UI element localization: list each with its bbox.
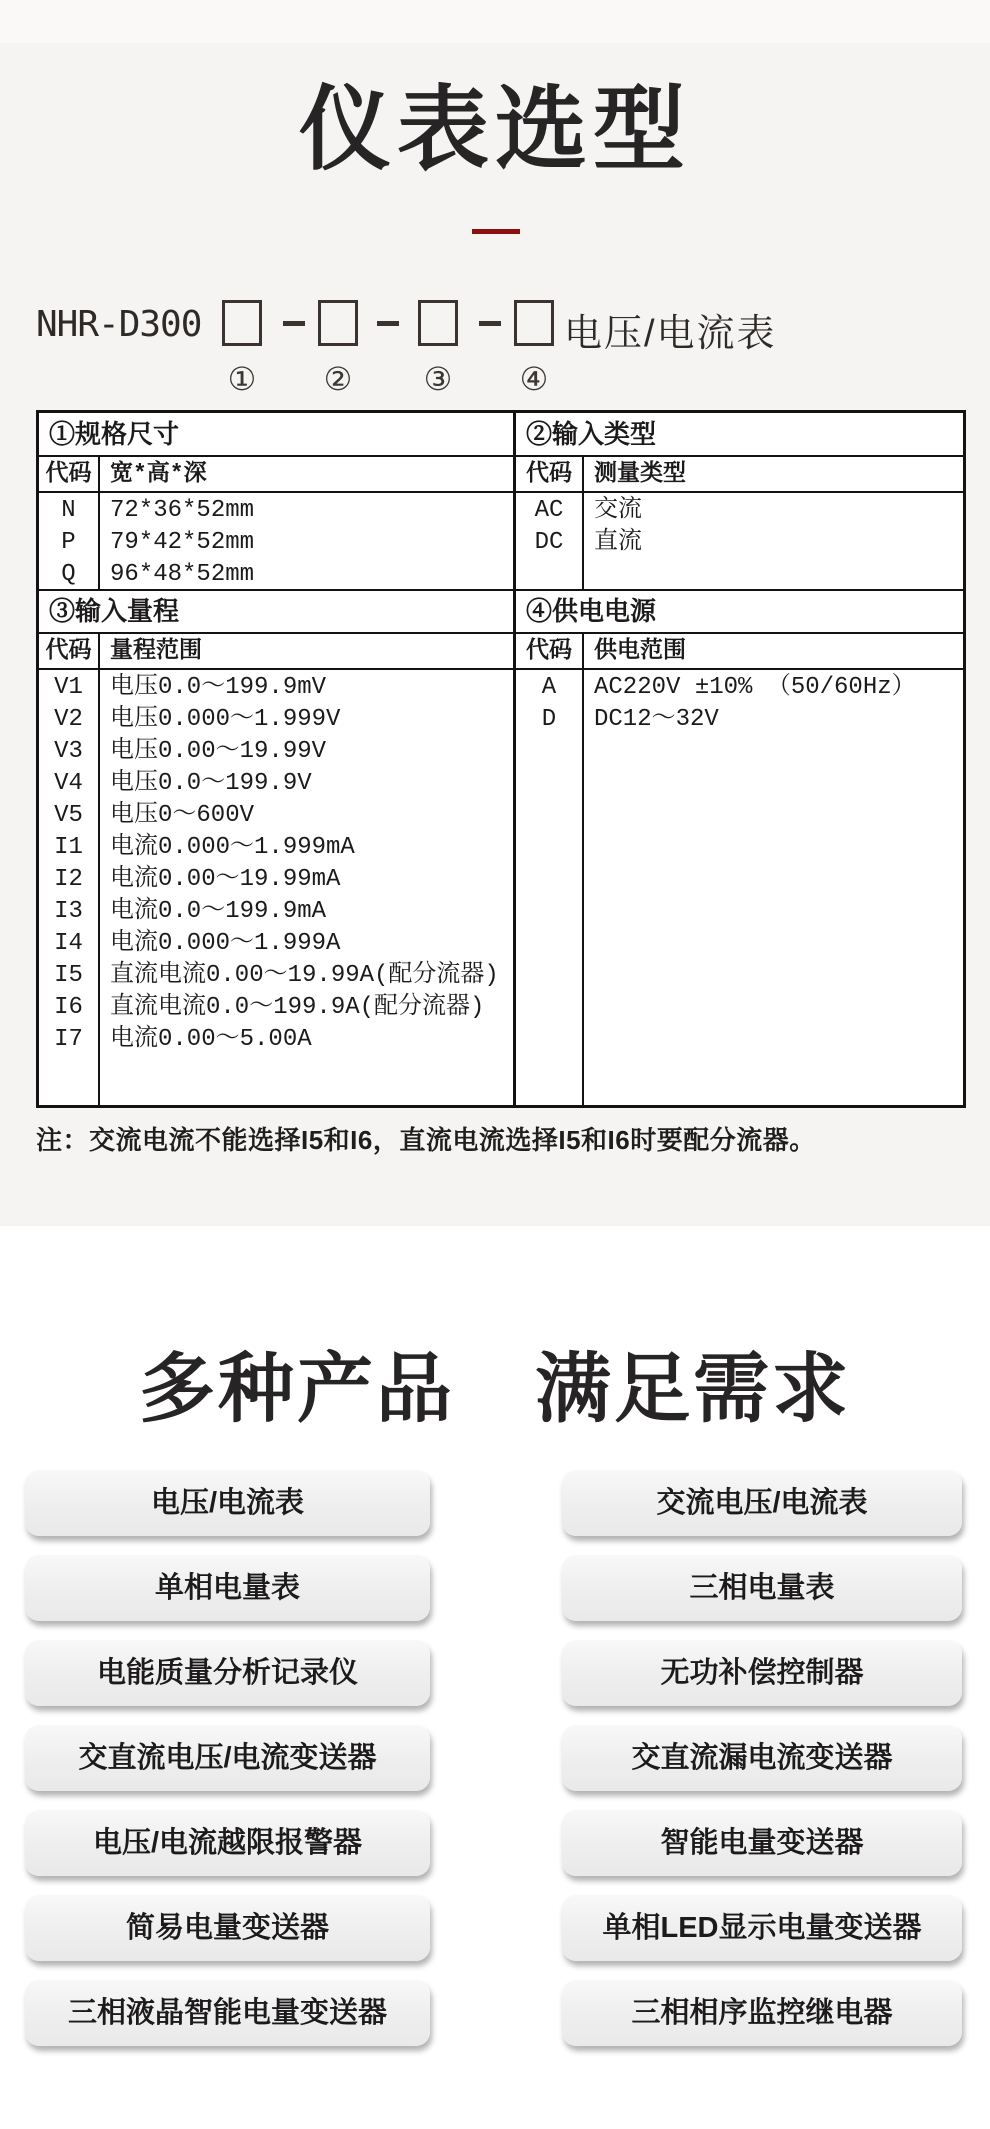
selection-table-right xyxy=(516,413,963,1105)
product-button-ac-voltage-current-meter[interactable]: 交流电压/电流表 xyxy=(562,1470,962,1536)
products-heading xyxy=(0,1328,990,1437)
code-cell: I1 xyxy=(54,834,83,861)
desc-cell: DC12～32V xyxy=(594,706,719,733)
marker-4: ④ xyxy=(519,361,549,397)
code-cell: V5 xyxy=(54,802,83,829)
table-body xyxy=(39,493,513,591)
product-button-three-phase-meter[interactable]: 三相电量表 xyxy=(562,1555,962,1621)
code-cell: AC xyxy=(534,497,564,524)
code-cell: N xyxy=(61,497,76,524)
top-band xyxy=(0,0,990,43)
model-ordering-diagram xyxy=(0,300,990,410)
code-cell: A xyxy=(541,674,557,701)
code-cell: Q xyxy=(61,561,76,588)
code-cell: I5 xyxy=(54,962,83,989)
product-button-power-quality-recorder[interactable]: 电能质量分析记录仪 xyxy=(25,1640,430,1706)
col-header-desc: 供电范围 xyxy=(594,638,686,664)
code-cell: I3 xyxy=(54,898,83,925)
col-header-desc: 宽*高*深 xyxy=(110,461,207,487)
desc-cell: 电压0.00～19.99V xyxy=(110,738,327,765)
column-header-row xyxy=(516,457,963,493)
selection-table xyxy=(36,410,966,1108)
desc-cell: 电压0～600V xyxy=(110,802,255,829)
table-body xyxy=(516,493,963,591)
desc-cell: 96*48*52mm xyxy=(110,561,255,588)
desc-cell: 直流 xyxy=(594,529,642,556)
product-buttons-right-column xyxy=(562,1470,962,2046)
col-header-desc: 量程范围 xyxy=(110,638,202,664)
model-code-box-2 xyxy=(318,300,358,346)
desc-cell: 电流0.00～5.00A xyxy=(110,1026,312,1053)
dash-separator xyxy=(479,321,501,326)
product-button-reactive-compensation-controller[interactable]: 无功补偿控制器 xyxy=(562,1640,962,1706)
model-code-box-3 xyxy=(418,300,458,346)
code-cell: I6 xyxy=(54,994,83,1021)
selection-table-left xyxy=(39,413,516,1105)
column-header-row xyxy=(516,634,963,670)
column-header-row xyxy=(39,457,513,493)
table-body xyxy=(39,670,513,1105)
table-section-title: ③输入量程 xyxy=(39,591,513,634)
code-column xyxy=(39,493,100,589)
col-header-code: 代码 xyxy=(39,457,100,491)
desc-cell: AC220V ±10% （50/60Hz） xyxy=(594,674,916,701)
col-header-code: 代码 xyxy=(516,457,584,491)
desc-cell: 电压0.0～199.9mV xyxy=(110,674,327,701)
code-column xyxy=(39,670,100,1105)
product-button-smart-transmitter[interactable]: 智能电量变送器 xyxy=(562,1810,962,1876)
table-section-title: ②输入类型 xyxy=(516,413,963,457)
product-button-leakage-current-transmitter[interactable]: 交直流漏电流变送器 xyxy=(562,1725,962,1791)
model-code-box-4 xyxy=(514,300,554,346)
desc-cell: 72*36*52mm xyxy=(110,497,255,524)
desc-cell: 电压0.0～199.9V xyxy=(110,770,312,797)
col-header-code: 代码 xyxy=(39,634,100,668)
col-header-code: 代码 xyxy=(516,634,584,668)
desc-cell: 电流0.000～1.999A xyxy=(110,930,341,957)
model-suffix: 电压/电流表 xyxy=(564,313,777,355)
product-button-limit-alarm[interactable]: 电压/电流越限报警器 xyxy=(25,1810,430,1876)
product-button-phase-sequence-relay[interactable]: 三相相序监控继电器 xyxy=(562,1980,962,2046)
code-cell: DC xyxy=(534,529,564,556)
desc-column xyxy=(100,493,513,589)
desc-cell: 直流电流0.00～19.99A(配分流器) xyxy=(110,962,499,989)
marker-1: ① xyxy=(227,361,257,397)
dash-separator xyxy=(377,321,399,326)
desc-cell: 交流 xyxy=(594,497,642,524)
code-cell: D xyxy=(541,706,557,733)
marker-2: ② xyxy=(323,361,353,397)
desc-cell: 电压0.000～1.999V xyxy=(110,706,341,733)
desc-column xyxy=(100,670,513,1105)
marker-3: ③ xyxy=(423,361,453,397)
desc-cell: 直流电流0.0～199.9A(配分流器) xyxy=(110,994,485,1021)
table-body xyxy=(516,670,963,1105)
product-button-acdc-voltage-current-transmitter[interactable]: 交直流电压/电流变送器 xyxy=(25,1725,430,1791)
desc-column xyxy=(584,670,963,1105)
desc-cell: 79*42*52mm xyxy=(110,529,255,556)
product-button-simple-transmitter[interactable]: 简易电量变送器 xyxy=(25,1895,430,1961)
dash-separator xyxy=(283,321,305,326)
desc-cell: 电流0.0～199.9mA xyxy=(110,898,327,925)
code-cell: P xyxy=(61,529,76,556)
page-title: 仪表选型 xyxy=(298,79,691,181)
table-section-title: ④供电电源 xyxy=(516,591,963,634)
product-button-voltage-current-meter[interactable]: 电压/电流表 xyxy=(25,1470,430,1536)
model-code-box-1 xyxy=(222,300,262,346)
col-header-desc: 测量类型 xyxy=(594,461,686,487)
product-buttons-left-column xyxy=(25,1470,430,2046)
desc-cell: 电流0.000～1.999mA xyxy=(110,834,355,861)
code-cell: V3 xyxy=(54,738,83,765)
model-prefix: NHR-D300 xyxy=(36,304,202,345)
desc-cell: 电流0.00～19.99mA xyxy=(110,866,341,893)
products-heading-part2: 满足需求 xyxy=(535,1347,851,1432)
code-cell: I4 xyxy=(54,930,83,957)
product-button-three-phase-lcd-transmitter[interactable]: 三相液晶智能电量变送器 xyxy=(25,1980,430,2046)
product-button-single-phase-led-transmitter[interactable]: 单相LED显示电量变送器 xyxy=(562,1895,962,1961)
code-cell: V4 xyxy=(54,770,83,797)
code-cell: I7 xyxy=(54,1026,83,1053)
code-cell: V2 xyxy=(54,706,83,733)
code-cell: I2 xyxy=(54,866,83,893)
selection-note: 注：交流电流不能选择I5和I6，直流电流选择I5和I6时要配分流器。 xyxy=(36,1125,816,1155)
products-heading-part1: 多种产品 xyxy=(139,1347,455,1432)
desc-column xyxy=(584,493,963,589)
table-section-title: ①规格尺寸 xyxy=(39,413,513,457)
code-column xyxy=(516,493,584,589)
product-button-single-phase-meter[interactable]: 单相电量表 xyxy=(25,1555,430,1621)
column-header-row xyxy=(39,634,513,670)
title-divider xyxy=(472,229,520,234)
code-column xyxy=(516,670,584,1105)
code-cell: V1 xyxy=(54,674,83,701)
